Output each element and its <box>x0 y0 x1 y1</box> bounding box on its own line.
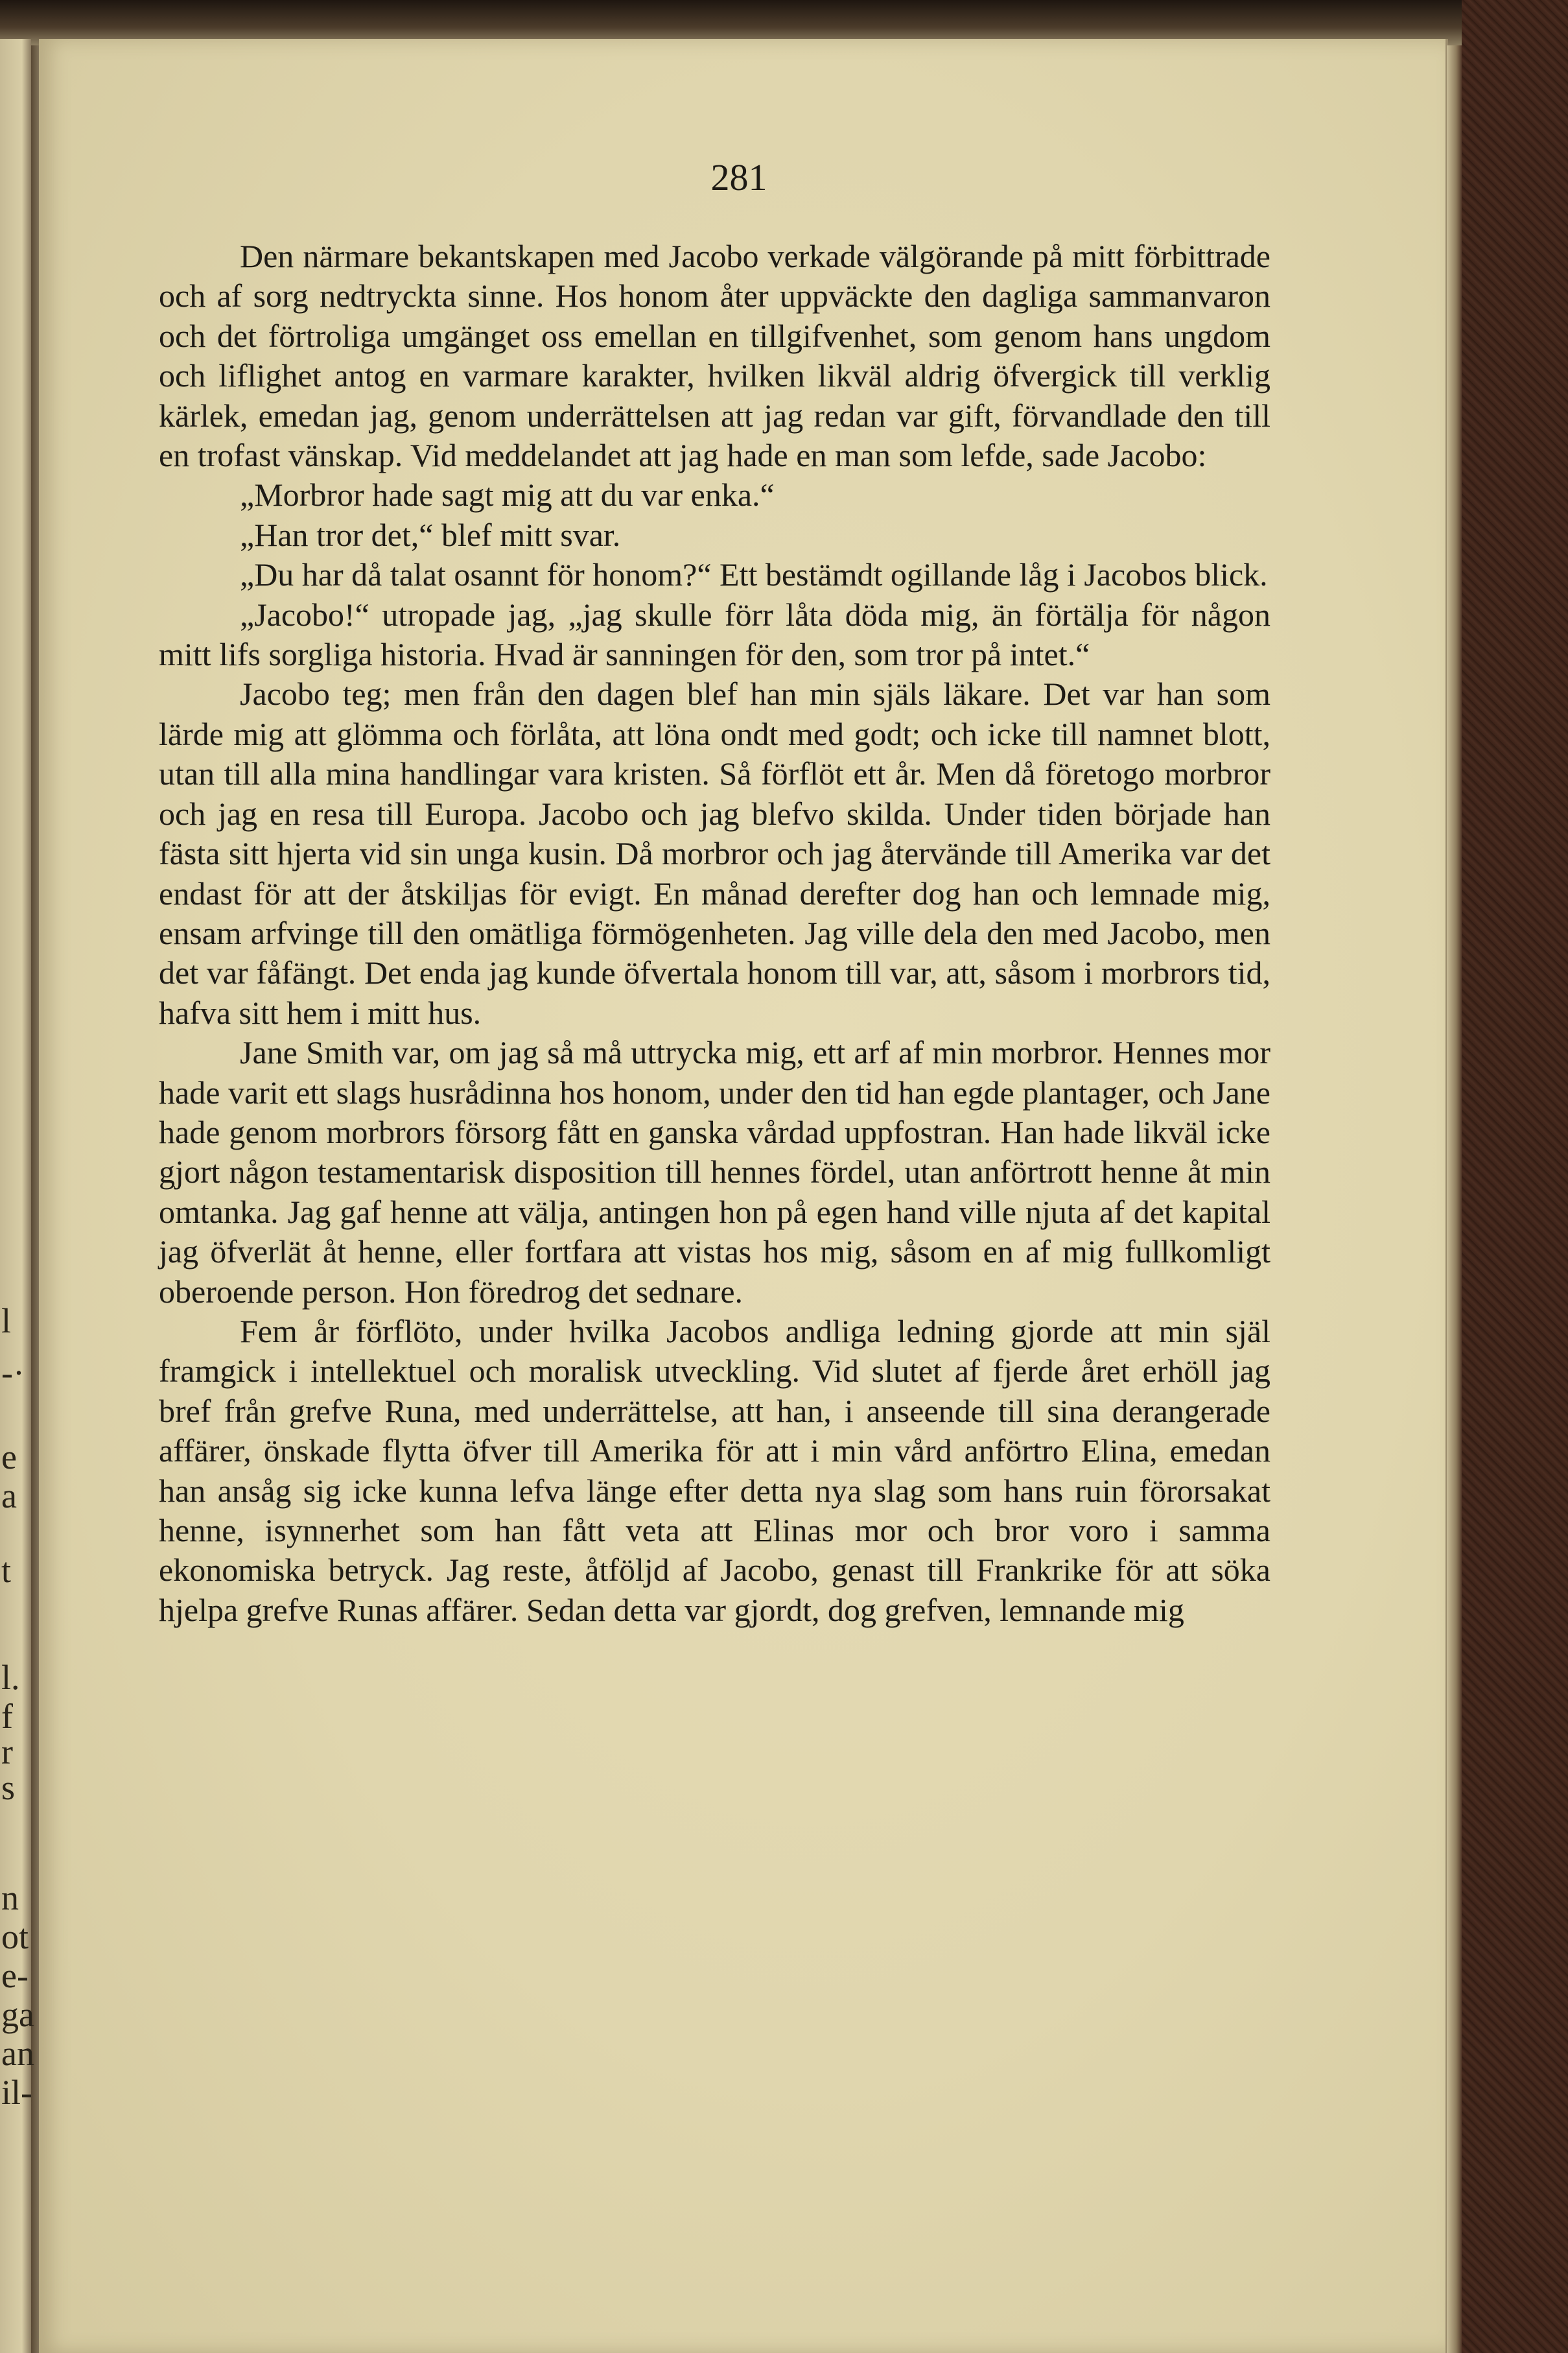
margin-fragment: e- <box>1 1956 29 1995</box>
page-body <box>159 237 1270 1630</box>
margin-fragment: l. <box>1 1658 20 1697</box>
book-cover <box>1462 0 1568 2353</box>
margin-fragment: il- <box>1 2073 32 2112</box>
paragraph: Den närmare bekantskapen med Jacobo verkade välgörande på mitt förbittrade och af sorg nedtryckta sinne. Hos honom åter uppväckte den dagliga sammanvaron och det förtroliga umgänget oss emellan en tillgifvenhet, som genom hans ungdom och liflighet antog en varmare karakter, hvilken likväl aldrig öfvergick till verklig kärlek, emedan jag, genom underrättelsen att jag redan var gift, förvandlade den till en trofast vänskap. Vid meddelandet att jag hade en man som lefde, sade Jacobo: <box>159 238 1270 474</box>
page-number: 281 <box>710 156 767 198</box>
margin-fragment: t <box>1 1551 12 1590</box>
margin-fragment: l <box>1 1301 12 1340</box>
margin-fragment: an <box>1 2034 34 2073</box>
margin-fragment: ga <box>1 1995 34 2034</box>
paragraph: „Du har då talat osannt för honom?“ Ett bestämdt ogillande låg i Jacobos blick. <box>240 556 1268 593</box>
margin-fragment: a <box>1 1476 17 1515</box>
previous-page-edge <box>0 39 34 2353</box>
paragraph: Jane Smith var, om jag så må uttrycka mig, ett arf af min morbror. Hennes mor hade varit ett slags husrådinna hos honom, under den tid han egde plantager, och Jane hade genom morbrors försorg fått en ganska vårdad uppfostran. Han hade likväl icke gjort någon testamentarisk disposition till hennes fördel, utan anförtrott henne åt min omtanka. Jag gaf henne att välja, antingen hon på egen hand ville njuta af det kapital jag öfverlät åt henne, eller fortfara att vistas hos mig, såsom en af mig fullkomligt oberoende person. Hon föredrog det sednare. <box>159 1034 1270 1310</box>
margin-fragment: s <box>1 1768 16 1807</box>
margin-fragment: n <box>1 1878 19 1917</box>
margin-fragment: ot <box>1 1917 29 1956</box>
paragraph: „Morbror hade sagt mig att du var enka.“ <box>240 477 775 514</box>
page-stack-edge <box>1447 45 1462 2353</box>
paragraph: „Han tror det,“ blef mitt svar. <box>240 516 621 553</box>
paragraph: Fem år förflöto, under hvilka Jacobos andliga ledning gjorde att min själ framgick i intellektuel och moralisk utveckling. Vid slutet af fjerde året erhöll jag bref från grefve Runa, med underrättelse, att han, i anseende till sina derangerade affärer, önskade flytta öfver till Amerika för att i min vård anförtro Elina, emedan han ansåg sig icke kunna lefva länge efter detta nya slag som hans ruin förorsakat henne, isynnerhet som han fått veta att Elinas mor och bror voro i samma ekonomiska betryck. Jag reste, åtföljd af Jacobo, genast till Frankrike för att söka hjelpa grefve Runas affärer. Sedan detta var gjordt, dog grefven, lemnande mig <box>159 1312 1270 1628</box>
margin-fragment: -· <box>1 1353 25 1392</box>
paragraph: Jacobo teg; men från den dagen blef han min själs läkare. Det var han som lärde mig att glömma och förlåta, att löna ondt med godt; och icke till namnet blott, utan till alla mina handlingar vara kristen. Så förflöt ett år. Men då företogo morbror och jag en resa till Europa. Jacobo och jag blefvo skilda. Under tiden började han fästa sitt hjerta vid sin unga kusin. Då morbror och jag återvände till Amerika var det endast för att der åtskiljas för evigt. En månad derefter dog han och lemnade mig, ensam arfvinge till den omätliga förmögenheten. Jag ville dela den med Jacobo, men det var fåfängt. Det enda jag kunde öfvertala honom till var, att, såsom i morbrors tid, hafva sitt hem i mitt hus. <box>159 676 1270 1031</box>
margin-fragment: f <box>1 1697 13 1736</box>
paragraph: „Jacobo!“ utropade jag, „jag skulle förr låta döda mig, än förtälja för någon mitt lifs sorgliga historia. Hvad är sanningen för den, som tror på intet.“ <box>159 596 1270 673</box>
margin-fragment: r <box>1 1732 13 1771</box>
margin-fragment: e <box>1 1437 17 1476</box>
